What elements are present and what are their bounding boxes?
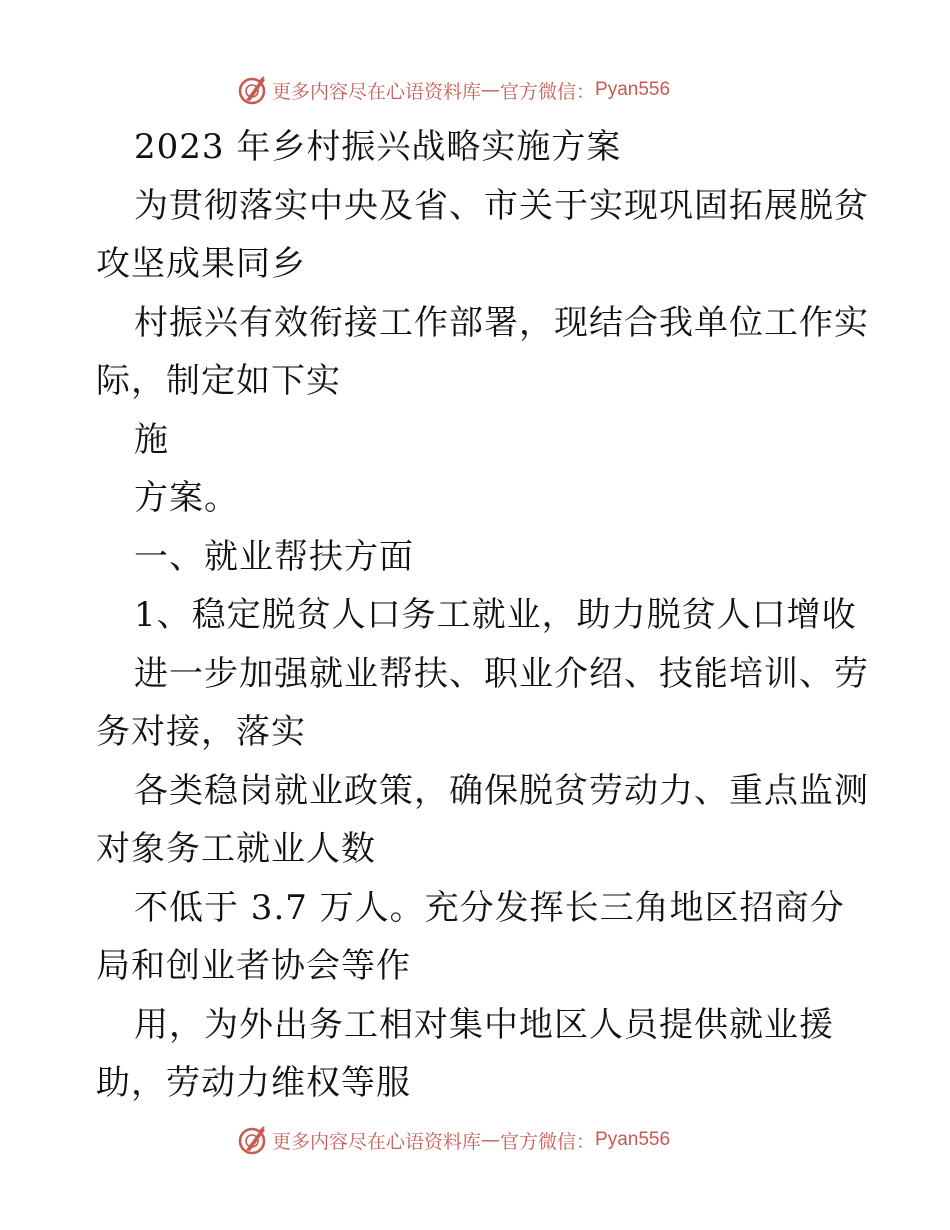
document-line: 不低于 3.7 万人。充分发挥长三角地区招商分 bbox=[134, 887, 845, 928]
document-line: 施 bbox=[134, 419, 169, 460]
watermark-contact-label: 官方微信： bbox=[500, 1130, 596, 1153]
footer-watermark bbox=[236, 1122, 670, 1158]
watermark-handle: Pyan556 bbox=[595, 1129, 671, 1150]
watermark-handle: Pyan556 bbox=[595, 79, 671, 100]
watermark-separator: — bbox=[481, 79, 501, 101]
watermark-contact-label: 官方微信： bbox=[500, 80, 596, 103]
document-line: 用，为外出务工相对集中地区人员提供就业援 bbox=[134, 1004, 834, 1045]
document-line: 攻坚成果同乡 bbox=[96, 244, 306, 284]
document-line: 村振兴有效衔接工作部署，现结合我单位工作实 bbox=[134, 302, 869, 343]
document-line: 局和创业者协会等作 bbox=[96, 946, 411, 986]
document-body bbox=[96, 118, 869, 1113]
document-line: 进一步加强就业帮扶、职业介绍、技能培训、劳 bbox=[134, 653, 869, 694]
quill-circle-logo-icon bbox=[236, 74, 268, 106]
watermark-separator: — bbox=[481, 1129, 501, 1151]
document-line: 为贯彻落实中央及省、市关于实现巩固拓展脱贫 bbox=[134, 185, 869, 226]
document-line: 1、稳定脱贫人口务工就业，助力脱贫人口增收 bbox=[134, 595, 857, 635]
document-line: 对象务工就业人数 bbox=[96, 829, 376, 869]
document-line: 务对接，落实 bbox=[96, 712, 306, 752]
document-line: 各类稳岗就业政策，确保脱贫劳动力、重点监测 bbox=[134, 770, 869, 811]
document-line: 一、就业帮扶方面 bbox=[134, 536, 414, 577]
watermark-site-text: 更多内容尽在心语资料库 bbox=[272, 1130, 482, 1153]
quill-circle-logo-icon bbox=[236, 1124, 268, 1156]
watermark-site-text: 更多内容尽在心语资料库 bbox=[272, 80, 482, 103]
document-line: 方案。 bbox=[134, 478, 239, 518]
header-watermark bbox=[236, 72, 670, 108]
document-line: 助，劳动力维权等服 bbox=[96, 1063, 411, 1103]
document-line: 际，制定如下实 bbox=[96, 361, 341, 401]
document-line: 2023 年乡村振兴战略实施方案 bbox=[134, 127, 622, 167]
